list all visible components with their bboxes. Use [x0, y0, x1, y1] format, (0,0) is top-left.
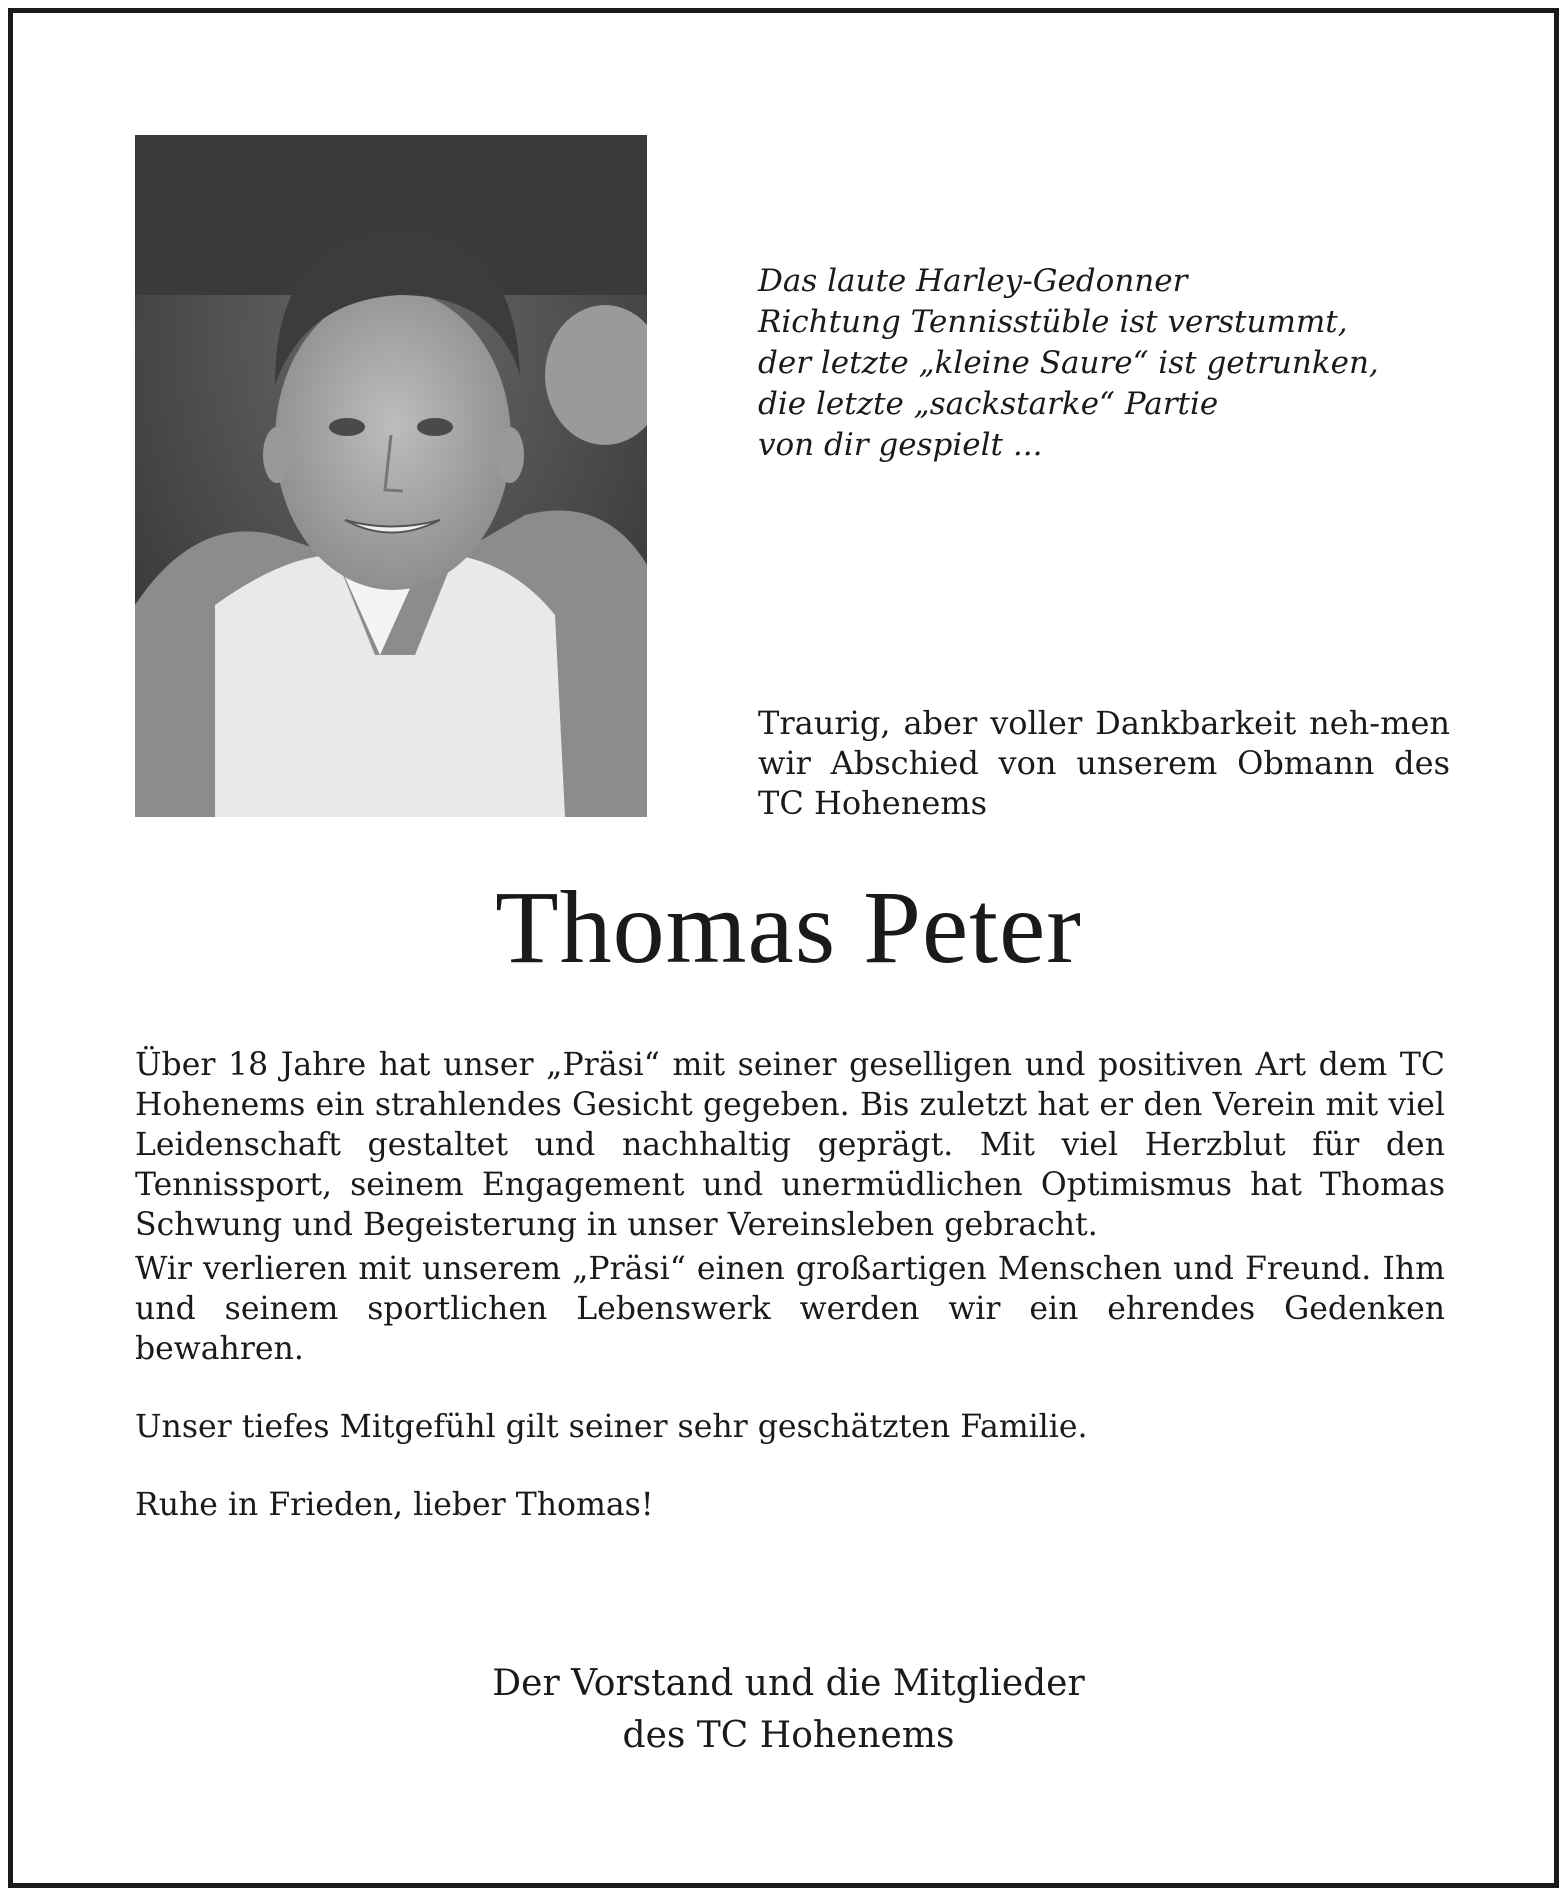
poem-line: der letzte „kleine Saure“ ist getrunken, [758, 345, 1379, 381]
obituary-body [135, 1045, 1445, 1525]
poem-line: Richtung Tennisstüble ist verstummt, [758, 304, 1348, 340]
signature-line-2: des TC Hohenems [622, 1715, 955, 1756]
obituary-frame [8, 8, 1559, 1888]
signature-line-1: Der Vorstand und die Mitglieder [492, 1663, 1085, 1704]
farewell-text: Traurig, aber voller Dankbarkeit neh-men wir Abschied von unserem Obmann des TC Hohenems [758, 704, 1450, 822]
poem-line: von dir gespielt ... [758, 427, 1043, 463]
body-paragraph: Wir verlieren mit unserem „Präsi“ einen großartigen Menschen und Freund. Ihm und seinem sportlichen Lebenswerk werden wir ein ehrendes Gedenken bewahren. [135, 1251, 1445, 1367]
portrait-photo [135, 135, 647, 817]
portrait-image [135, 135, 647, 817]
poem [758, 261, 1458, 466]
body-paragraph: Über 18 Jahre hat unser „Präsi“ mit seiner geselligen und positiven Art dem TC Hohenems ein strahlendes Gesicht gegeben. Bis zuletzt hat er den Verein mit viel Leidenschaft gestaltet und nachhaltig geprägt. Mit viel Herzblut für den Tennissport, seinem Engagement und unermüdlichen Optimismus hat Thomas Schwung und Begeisterung in unser Vereinsleben gebracht. [135, 1047, 1445, 1243]
poem-line: Das laute Harley-Gedonner [758, 263, 1188, 299]
signature [13, 1658, 1564, 1762]
body-paragraph: Ruhe in Frieden, lieber Thomas! [135, 1487, 654, 1523]
poem-line: die letzte „sackstarke“ Partie [758, 386, 1219, 422]
body-paragraph: Unser tiefes Mitgefühl gilt seiner sehr geschätzten Familie. [135, 1409, 1088, 1445]
deceased-name: Thomas Peter [495, 870, 1082, 985]
